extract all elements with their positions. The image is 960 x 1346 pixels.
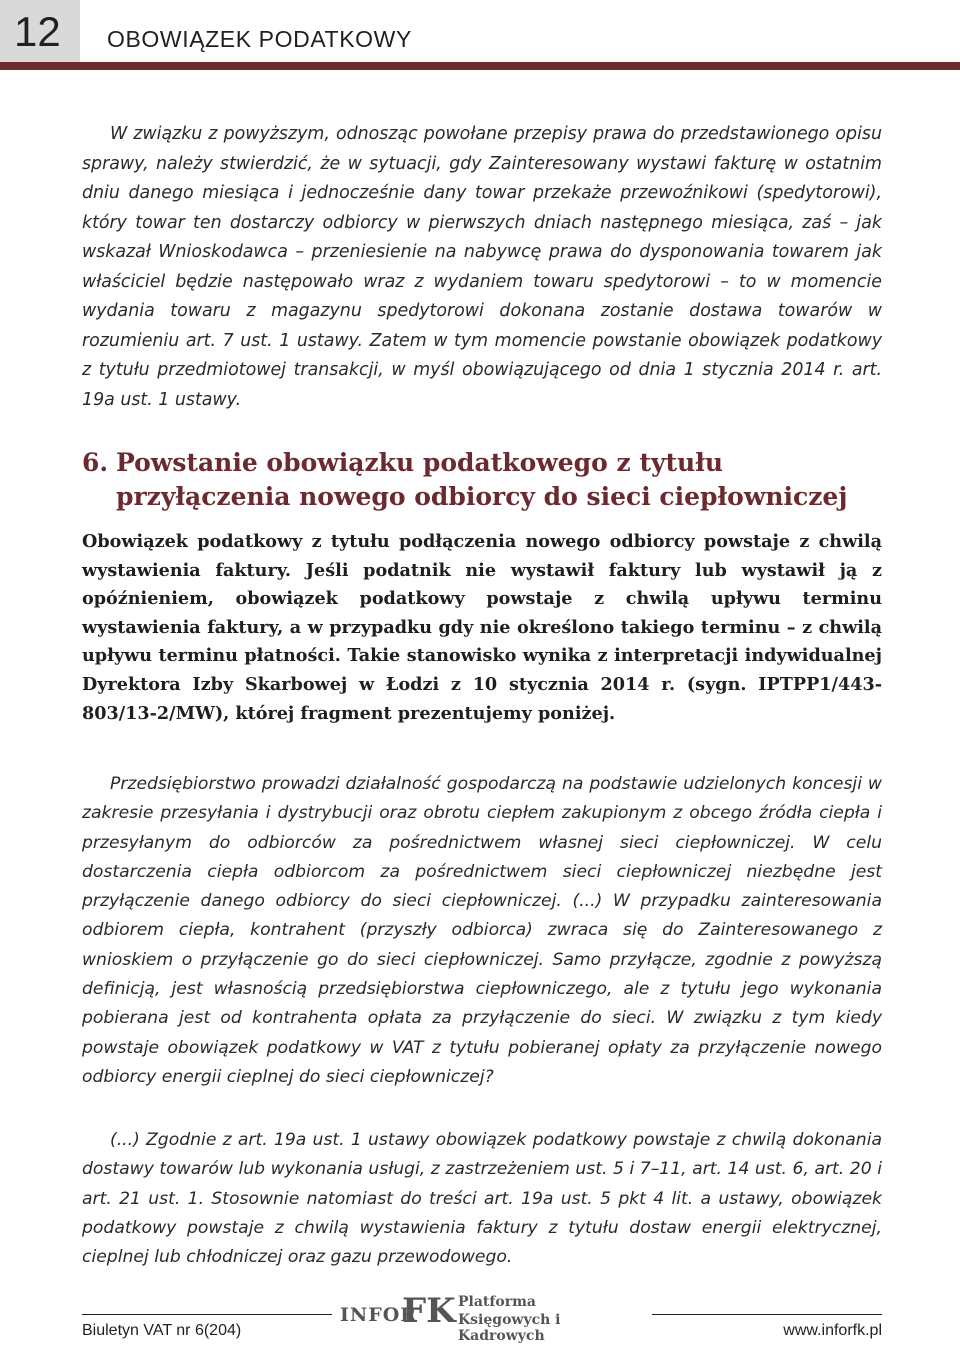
footer-publication: Biuletyn VAT nr 6(204) [82, 1322, 242, 1339]
lead-paragraph: Obowiązek podatkowy z tytułu podłączenia nowego odbiorcy powstaje z chwilą wystawienia faktury. Jeśli podatnik nie wystawił faktury lub wystawił ją z opóźnieniem, obowiązek podatkowy powstaje z chwilą upływu terminu wystawienia faktury, a w przypadku gdy nie określono takiego terminu – z chwilą upływu terminu płatności. Takie stanowisko wynika z interpretacji indywidualnej Dyrektora Izby Skarbowej w Łodzi z 10 stycznia 2014 r. (sygn. IPTPP1/443-803/13-2/MW), której fragment prezentujemy poniżej. [82, 531, 882, 724]
page-number-box [0, 0, 80, 62]
footer-website-link[interactable]: www.inforfk.pl [783, 1322, 882, 1339]
paragraph-3: (...) Zgodnie z art. 19a ust. 1 ustawy obowiązek podatkowy powstaje z chwilą dokonania dostawy towarów lub wykonania usługi, z zastrzeżeniem ust. 5 i 7–11, art. 14 ust. 6, art. 20 i art. 21 ust. 1. Stosownie natomiast do treści art. 19a ust. 5 pkt 4 lit. a ustawy, obowiązek podatkowy powstaje z chwilą wystawienia faktury z tytułu dostaw energii elektrycznej, cieplnej lub chłodniczej oraz gazu przewodowego. [82, 1130, 882, 1268]
logo-infor-text: INFOR [340, 1304, 418, 1326]
publisher-logo [340, 1291, 650, 1344]
page-header [0, 0, 960, 70]
section-heading-line-1: Powstanie obowiązku podatkowego z tytułu [116, 448, 724, 477]
page-footer [0, 1290, 960, 1346]
logo-platform-text: Platforma [458, 1294, 537, 1310]
section-heading-line-2: przyłączenia nowego odbiorcy do sieci ciepłowniczej [116, 482, 848, 511]
section-heading-number: 6. [82, 448, 109, 477]
logo-subtitle-text: Księgowych i Kadrowych [458, 1312, 561, 1344]
section-title: OBOWIĄZEK PODATKOWY [107, 26, 412, 52]
footer-divider-left [82, 1314, 332, 1315]
page-number: 12 [14, 8, 61, 55]
section-heading [82, 446, 902, 514]
paragraph-1: W związku z powyższym, odnosząc powołane przepisy prawa do przedstawionego opisu sprawy, należy stwierdzić, że w sytuacji, gdy Zainteresowany wystawi fakturę w ostatnim dniu danego miesiąca i jednocześnie dany towar przekaże przewoźnikowi (spedytorowi), który towar ten dostarczy odbiorcy w pierwszych dniach następnego miesiąca, zaś – jak wskazał Wnioskodawca – przeniesienie na nabywcę prawa do dysponowania towarem jak właściciel będzie następowało wraz z wydaniem towaru spedytorowi – to w momencie wydania towaru z magazynu spedytorowi dokonana zostanie dostawa towarów w rozumieniu art. 7 ust. 1 ustawy. Zatem w tym momencie powstanie obowiązek podatkowy z tytułu przedmiotowej transakcji, w myśl obowiązującego od dnia 1 stycznia 2014 r. art. 19a ust. 1 ustawy. [82, 124, 882, 410]
paragraph-2: Przedsiębiorstwo prowadzi działalność gospodarczą na podstawie udzielonych koncesji w zakresie przesyłania i dystrybucji oraz obrotu ciepłem zakupionym z obcego źródła ciepła i przesyłanym do odbiorców za pośrednictwem własnej sieci ciepłowniczej. W celu dostarczenia ciepła odbiorcom za pośrednictwem sieci ciepłowniczej niezbędne jest przyłączenie danego odbiorcy do sieci ciepłowniczej. (...) W przypadku zainteresowania odbiorem ciepła, kontrahent (przyszły odbiorca) zwraca się do Zainteresowanego z wnioskiem o przyłączenie go do sieci ciepłowniczej. Samo przyłącze, zgodnie z powyższą definicją, jest własnością przedsiębiorstwa ciepłowniczego, ale z tytułu jego wykonania pobierana jest od kontrahenta opłata za przyłączenie do sieci. W związku z tym kiedy powstaje obowiązek podatkowy w VAT z tytułu pobieranej opłaty za przyłączenie nowego odbiorcy energii cieplnej do sieci ciepłowniczej? [82, 774, 882, 1087]
logo-fk-text: FK [402, 1291, 456, 1331]
header-divider [0, 62, 960, 70]
footer-divider-right [652, 1314, 882, 1315]
